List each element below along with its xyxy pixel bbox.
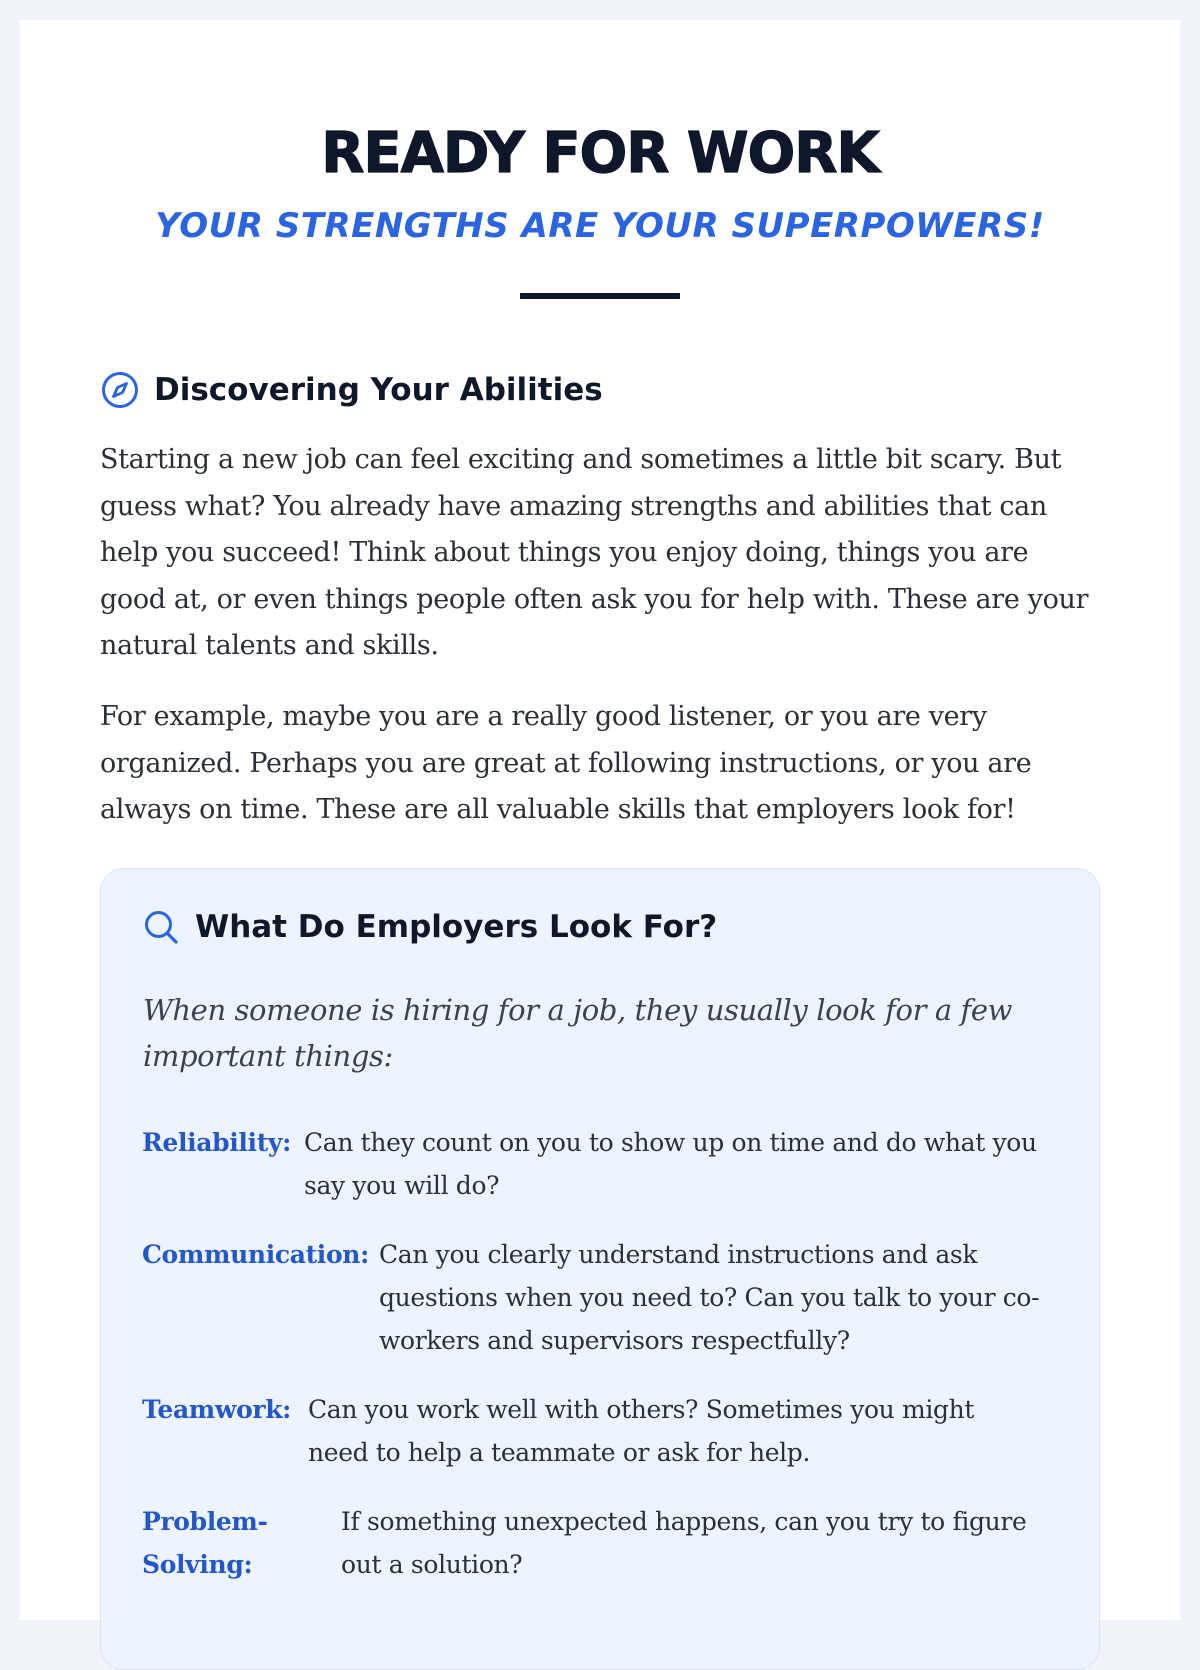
page-subtitle: YOUR STRENGTHS ARE YOUR SUPERPOWERS! bbox=[155, 206, 1045, 246]
trait-item bbox=[142, 1121, 1064, 1207]
trait-item bbox=[142, 1500, 1061, 1586]
abilities-heading-row bbox=[100, 368, 603, 412]
employers-heading-row bbox=[141, 905, 717, 949]
trait-description: If something unexpected happens, can you try to figure out a solution? bbox=[341, 1507, 1027, 1579]
trait-item bbox=[142, 1388, 1028, 1474]
document-page bbox=[20, 20, 1180, 1620]
abilities-paragraph: Starting a new job can feel exciting and sometimes a little bit scary. But guess what? You already have amazing strengths and abilities that can help you succeed! Think about things you enjoy doing, things you are good at, or even things people often ask you for help with. These are your natural talents and skills. bbox=[100, 444, 1089, 661]
trait-description: Can they count on you to show up on time and do what you say you will do? bbox=[304, 1128, 1037, 1200]
employers-intro: When someone is hiring for a job, they usually look for a few important things: bbox=[143, 993, 1013, 1073]
abilities-heading: Discovering Your Abilities bbox=[154, 372, 603, 408]
trait-description: Can you work well with others? Sometimes you might need to help a teammate or ask for help. bbox=[308, 1395, 975, 1467]
compass-icon bbox=[100, 370, 140, 410]
trait-label: Teamwork: bbox=[142, 1395, 292, 1424]
page-title: READY FOR WORK bbox=[321, 121, 879, 186]
title-divider bbox=[520, 293, 680, 299]
abilities-paragraph: For example, maybe you are a really good listener, or you are very organized. Perhaps you are great at following instructions, or you are always on time. These are all valuable skills that employers look for! bbox=[100, 701, 1032, 825]
trait-label: Reliability: bbox=[142, 1128, 291, 1157]
trait-label: Communication: bbox=[142, 1240, 369, 1269]
search-icon bbox=[141, 907, 181, 947]
trait-label: Problem-Solving: bbox=[142, 1507, 268, 1579]
employers-heading: What Do Employers Look For? bbox=[195, 909, 718, 945]
trait-item bbox=[142, 1233, 1069, 1362]
trait-description: Can you clearly understand instructions and ask questions when you need to? Can you talk to your co-workers and supervisors respectfully? bbox=[379, 1240, 1040, 1355]
